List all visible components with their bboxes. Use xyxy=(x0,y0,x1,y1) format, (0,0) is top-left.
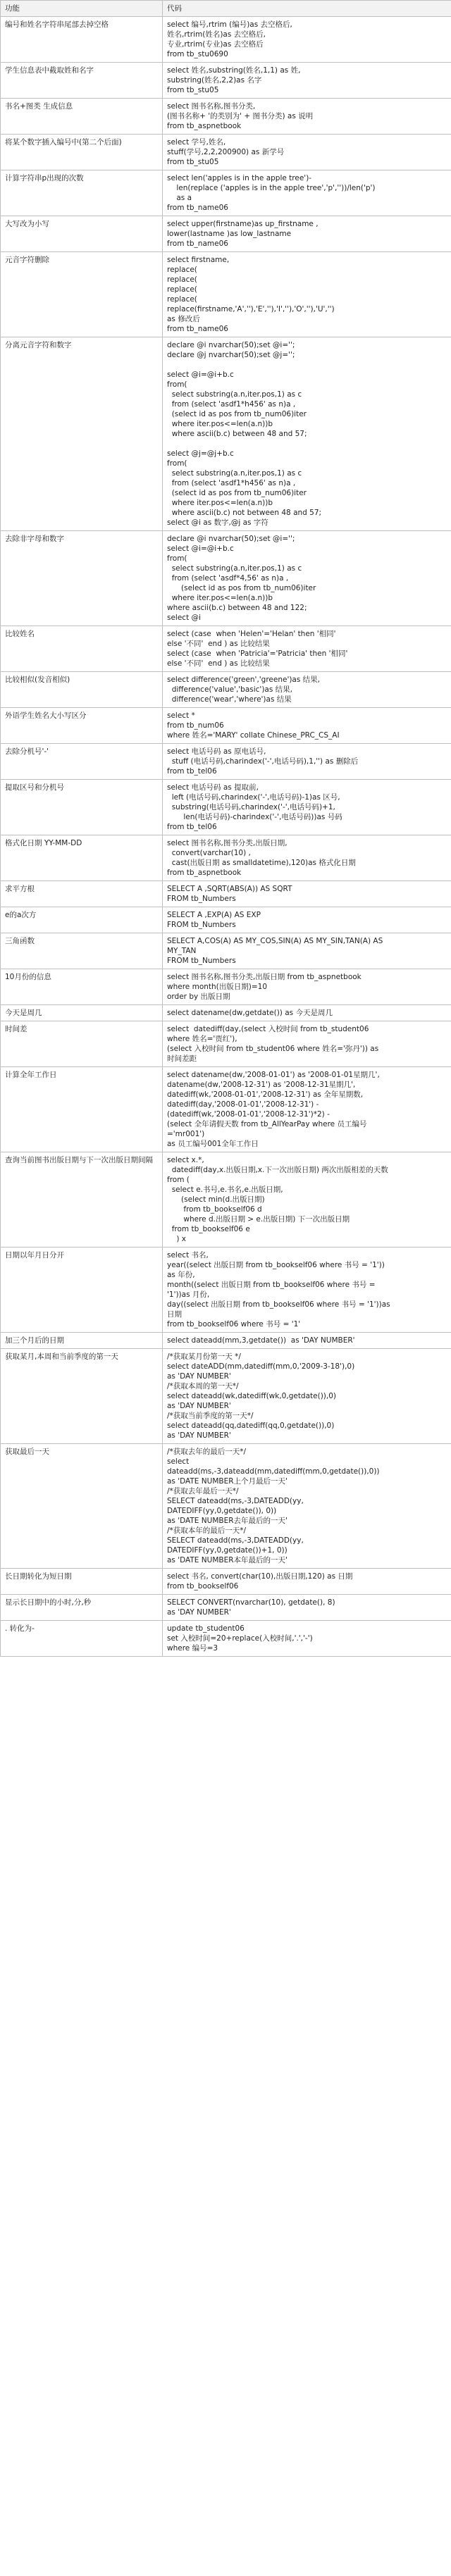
row-sql-code: SELECT A ,SQRT(ABS(A)) AS SQRT FROM tb_Numbers xyxy=(163,881,451,907)
row-function-label: 时间差 xyxy=(1,1021,163,1067)
row-sql-code: select 图书名称,图书分类,出版日期, convert(varchar(10) , cast(出版日期 as smalldatetime),120)as 格式化日期 from tb_aspnetbook xyxy=(163,835,451,881)
row-function-label: e的a次方 xyxy=(1,907,163,933)
row-function-label: 今天是周几 xyxy=(1,1005,163,1021)
table-row xyxy=(1,881,451,907)
row-sql-code: select datediff(day,(select 入校时间 from tb_student06 where 姓名='贾红'), (select 入校时间 from tb_student06 where 姓名='弥丹')) as 时间差距 xyxy=(163,1021,451,1067)
row-sql-code: select 编号,rtrim (编号)as 去空格后, 姓名,rtrim(姓名)as 去空格后, 专业,rtrim(专业)as 去空格后 from tb_stu0690 xyxy=(163,17,451,63)
row-sql-code: declare @i nvarchar(50);set @i=''; select @i=@i+b.c from( select substring(a.n,iter.pos,1) as c from (select 'asdf*4,56' as n)a , (select id as pos from tb_num06)iter where iter.pos<=len(a.n))b where ascii(b.c) between 48 and 122; select @i xyxy=(163,531,451,626)
table-row xyxy=(1,969,451,1005)
row-function-label: 分离元音字符和数字 xyxy=(1,337,163,531)
table-row xyxy=(1,626,451,672)
table-row xyxy=(1,135,451,170)
row-function-label: 求平方根 xyxy=(1,881,163,907)
table-row xyxy=(1,1333,451,1349)
table-row xyxy=(1,1444,451,1569)
row-sql-code: select 电话号码 as 提取前, left (电话号码,charindex('-',电话号码)-1)as 区号, substring(电话号码,charindex('-',电话号码)+1, len(电话号码)-charindex('-',电话号码))as 号码 from tb_tel06 xyxy=(163,780,451,835)
table-row xyxy=(1,933,451,969)
table-body xyxy=(1,17,451,1657)
table-row xyxy=(1,1247,451,1333)
table-row xyxy=(1,1595,451,1621)
row-sql-code: select difference('green','greene')as 结果, difference('value','basic')as 结果, difference('wear','where')as 结果 xyxy=(163,672,451,708)
table-row xyxy=(1,17,451,63)
row-function-label: 去除非字母和数字 xyxy=(1,531,163,626)
row-function-label: 计算全年工作日 xyxy=(1,1067,163,1152)
row-sql-code: select datename(dw,'2008-01-01') as '2008-01-01星期几', datename(dw,'2008-12-31') as '2008-12-31星期几', datediff(wk,'2008-01-01','2008-12-31') as 全年星期数, datediff(day,'2008-01-01','2008-12-31') - (datediff(wk,'2008-01-01','2008-12-31')*2) - (select 全年请假天数 from tb_AllYearPay where 员工编号 ='mr001') as 员工编号001全年工作日 xyxy=(163,1067,451,1152)
row-function-label: . 转化为- xyxy=(1,1621,163,1657)
row-function-label: 学生信息表中截取姓和名字 xyxy=(1,63,163,99)
row-sql-code: SELECT A,COS(A) AS MY_COS,SIN(A) AS MY_SIN,TAN(A) AS MY_TAN FROM tb_Numbers xyxy=(163,933,451,969)
row-sql-code: select len('apples is in the apple tree')- len(replace ('apples is in the apple tree','p',''))/len('p') as a from tb_name06 xyxy=(163,170,451,216)
row-sql-code: select firstname, replace( replace( replace( replace( replace(firstname,'A',''),'E',''),'I',''),'O',''),'U','') as 修改后 from tb_name06 xyxy=(163,252,451,337)
row-sql-code: select dateadd(mm,3,getdate()) as 'DAY NUMBER' xyxy=(163,1333,451,1349)
row-function-label: 比较相似(发音相似) xyxy=(1,672,163,708)
table-row xyxy=(1,1005,451,1021)
row-function-label: 三角函数 xyxy=(1,933,163,969)
table-row xyxy=(1,708,451,744)
row-sql-code: select 电话号码 as 原电话号, stuff (电话号码,charindex('-',电话号码),1,'') as 删除后 from tb_tel06 xyxy=(163,744,451,780)
row-function-label: 编号和姓名字符串尾部去掉空格 xyxy=(1,17,163,63)
row-function-label: 去除分机号'-' xyxy=(1,744,163,780)
row-function-label: 10月份的信息 xyxy=(1,969,163,1005)
row-sql-code: select upper(firstname)as up_firstname , lower(lastname )as low_lastname from tb_name06 xyxy=(163,216,451,252)
table-row xyxy=(1,252,451,337)
table-row xyxy=(1,907,451,933)
table-row xyxy=(1,1152,451,1247)
table-row xyxy=(1,1349,451,1444)
row-sql-code: select datename(dw,getdate()) as 今天是周几 xyxy=(163,1005,451,1021)
table-row xyxy=(1,337,451,531)
row-function-label: 外语学生姓名大小写区分 xyxy=(1,708,163,744)
row-function-label: 书名+图类 生成信息 xyxy=(1,99,163,135)
table-row xyxy=(1,170,451,216)
table-row xyxy=(1,835,451,881)
row-sql-code: SELECT A ,EXP(A) AS EXP FROM tb_Numbers xyxy=(163,907,451,933)
row-sql-code: /*获取去年的最后一天*/ select dateadd(ms,-3,dateadd(mm,datediff(mm,0,getdate()),0)) as 'DATE NUMBER上个月最后一天' /*获取去年最后一天*/ SELECT dateadd(ms,-3,DATEADD(yy, DATEDIFF(yy,0,getdate()), 0)) as 'DATE NUMBER去年最后的一天' /*获取本年的最后一天*/ SELECT dateadd(ms,-3,DATEADD(yy, DATEDIFF(yy,0,getdate())+1, 0)) as 'DATE NUMBER本年最后的一天' xyxy=(163,1444,451,1569)
row-function-label: 加三个月后的日期 xyxy=(1,1333,163,1349)
row-sql-code: select x.*, datediff(day,x.出版日期,x.下一次出版日期) 两次出版相差的天数 from ( select e.书号,e.书名,e.出版日期, (select min(d.出版日期) from tb_bookself06 d where d.出版日期 > e.出版日期) 下一次出版日期 from tb_bookself06 e ) x xyxy=(163,1152,451,1247)
row-function-label: 提取区号和分机号 xyxy=(1,780,163,835)
header-code: 代码 xyxy=(163,1,451,17)
row-function-label: 元音字符删除 xyxy=(1,252,163,337)
row-sql-code: select 书名, year((select 出版日期 from tb_bookself06 where 书号 = '1')) as 年份, month((select 出版日期 from tb_bookself06 where 书号 = '1'))as 月份, day((select 出版日期 from tb_bookself06 where 书号 = '1'))as 日期 from tb_bookself06 where 书号 = '1' xyxy=(163,1247,451,1333)
row-function-label: 比较姓名 xyxy=(1,626,163,672)
row-sql-code: select 书名, convert(char(10),出版日期,120) as 日期 from tb_bookself06 xyxy=(163,1569,451,1595)
row-function-label: 大写改为小写 xyxy=(1,216,163,252)
row-function-label: 获取最后一天 xyxy=(1,1444,163,1569)
table-row xyxy=(1,1569,451,1595)
row-function-label: 将某个数字插入编号中(第二个后面) xyxy=(1,135,163,170)
row-function-label: 获取某月,本周和当前季度的第一天 xyxy=(1,1349,163,1444)
header-function: 功能 xyxy=(1,1,163,17)
row-sql-code: select (case when 'Helen'='Helan' then '相同' else '不同' end ) as 比较结果 select (case when 'Patricia'='Patricia' then '相同' else '不同' end ) as 比较结果 xyxy=(163,626,451,672)
table-row xyxy=(1,780,451,835)
row-function-label: 格式化日期 YY-MM-DD xyxy=(1,835,163,881)
row-sql-code: update tb_student06 set 入校时间=20+replace(入校时间,'.','-') where 编号=3 xyxy=(163,1621,451,1657)
row-sql-code: select * from tb_num06 where 姓名='MARY' collate Chinese_PRC_CS_AI xyxy=(163,708,451,744)
row-function-label: 日期以年月日分开 xyxy=(1,1247,163,1333)
table-row xyxy=(1,1621,451,1657)
row-function-label: 查询当前图书出版日期与下一次出版日期间隔 xyxy=(1,1152,163,1247)
row-sql-code: /*获取某月份第一天 */ select dateADD(mm,datediff(mm,0,'2009-3-18'),0) as 'DAY NUMBER' /*获取本周的第一天*/ select dateadd(wk,datediff(wk,0,getdate()),0) as 'DAY NUMBER' /*获取当前季度的第一天*/ select dateadd(qq,datediff(qq,0,getdate()),0) as 'DAY NUMBER' xyxy=(163,1349,451,1444)
table-row xyxy=(1,99,451,135)
table-row xyxy=(1,744,451,780)
row-sql-code: SELECT CONVERT(nvarchar(10), getdate(), 8) as 'DAY NUMBER' xyxy=(163,1595,451,1621)
table-row xyxy=(1,1021,451,1067)
row-function-label: 显示长日期中的小时,分,秒 xyxy=(1,1595,163,1621)
table-row xyxy=(1,1067,451,1152)
row-sql-code: select 学号,姓名, stuff(学号,2,2,200900) as 新学号 from tb_stu05 xyxy=(163,135,451,170)
row-sql-code: select 图书名称,图书分类, (图书名称+ '的类别为' + 图书分类) as 说明 from tb_aspnetbook xyxy=(163,99,451,135)
table-row xyxy=(1,672,451,708)
row-sql-code: declare @i nvarchar(50);set @i=''; declare @j nvarchar(50);set @j=''; select @i=@i+b.c from( select substring(a.n,iter.pos,1) as c from (select 'asdf1*h456' as n)a , (select id as pos from tb_num06)iter where iter.pos<=len(a.n))b where ascii(b.c) between 48 and 57; select @j=@j+b.c from( select substring(a.n,iter.pos,1) as c from (select 'asdf1*h456' as n)a , (select id as pos from tb_num06)iter where iter.pos<=len(a.n))b where ascii(b.c) not between 48 and 57; select @i as 数字,@j as 字符 xyxy=(163,337,451,531)
table-row xyxy=(1,63,451,99)
row-sql-code: select 姓名,substring(姓名,1,1) as 姓, substring(姓名,2,2)as 名字 from tb_stu05 xyxy=(163,63,451,99)
row-function-label: 长日期转化为短日期 xyxy=(1,1569,163,1595)
table-row xyxy=(1,216,451,252)
table-header-row xyxy=(1,1,451,17)
row-sql-code: select 图书名称,图书分类,出版日期 from tb_aspnetbook where month(出版日期)=10 order by 出版日期 xyxy=(163,969,451,1005)
row-function-label: 计算字符串p出现的次数 xyxy=(1,170,163,216)
table-row xyxy=(1,531,451,626)
